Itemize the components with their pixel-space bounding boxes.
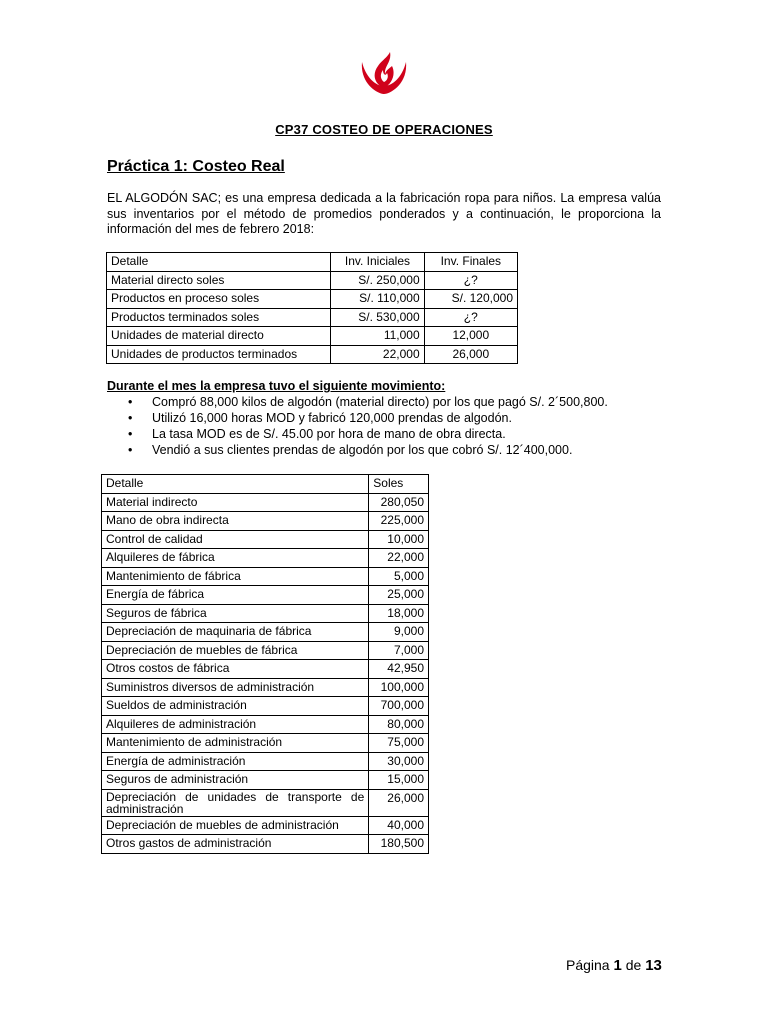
table-cell: Depreciación de muebles de administración — [102, 816, 369, 835]
table-cell: 26,000 — [369, 789, 429, 816]
table-row — [102, 641, 429, 660]
page-number — [566, 957, 662, 974]
table-cell: Depreciación de maquinaria de fábrica — [102, 623, 369, 642]
list-item — [128, 426, 608, 442]
table-row — [102, 678, 429, 697]
table-row — [102, 623, 429, 642]
table-cell: ¿? — [424, 308, 517, 327]
table-cell: Material indirecto — [102, 493, 369, 512]
document-title: CP37 COSTEO DE OPERACIONES — [275, 122, 493, 137]
list-item-text: Compró 88,000 kilos de algodón (material directo) por los que pagó S/. 2´500,800. — [152, 395, 608, 409]
table-cell: 10,000 — [369, 530, 429, 549]
table-cell: Unidades de productos terminados — [107, 345, 331, 364]
table-cell: Seguros de fábrica — [102, 604, 369, 623]
university-logo — [356, 48, 412, 96]
header-cell: Inv. Finales — [424, 253, 517, 272]
table-cell: Alquileres de administración — [102, 715, 369, 734]
table-cell: 22,000 — [369, 549, 429, 568]
table-cell: Productos terminados soles — [107, 308, 331, 327]
table-cell: Sueldos de administración — [102, 697, 369, 716]
table-row — [102, 715, 429, 734]
table-cell: Otros gastos de administración — [102, 835, 369, 854]
table-cell: 225,000 — [369, 512, 429, 531]
table-cell: Otros costos de fábrica — [102, 660, 369, 679]
table-cell: 5,000 — [369, 567, 429, 586]
table-cell: S/. 530,000 — [331, 308, 424, 327]
table-cell: Mantenimiento de fábrica — [102, 567, 369, 586]
table-cell: 180,500 — [369, 835, 429, 854]
movements-list — [128, 394, 608, 458]
logo-flame — [375, 52, 394, 88]
bullet-icon: • — [128, 395, 133, 409]
bullet-icon: • — [128, 411, 133, 425]
table-cell: 75,000 — [369, 734, 429, 753]
table-cell: 700,000 — [369, 697, 429, 716]
table-row — [102, 816, 429, 835]
table-cell: 11,000 — [331, 327, 424, 346]
table-row — [102, 604, 429, 623]
header-cell: Soles — [369, 475, 429, 494]
list-item-text: Vendió a sus clientes prendas de algodón por los que cobró S/. 12´400,000. — [152, 443, 573, 457]
list-item — [128, 442, 608, 458]
table-cell: 30,000 — [369, 752, 429, 771]
list-item — [128, 410, 608, 426]
page-sep: de — [625, 957, 642, 973]
section-title: Práctica 1: Costeo Real — [107, 158, 285, 175]
table-row — [102, 567, 429, 586]
intro-paragraph: EL ALGODÓN SAC; es una empresa dedicada a la fabricación ropa para niños. La empresa valúa sus inventarios por el método de promedios ponderados y a continuación, le proporciona la información del mes de febrero 2018: — [107, 191, 661, 236]
table-cell: 280,050 — [369, 493, 429, 512]
table-cell: 22,000 — [331, 345, 424, 364]
table-row — [102, 734, 429, 753]
table-row — [107, 290, 518, 309]
table-row — [102, 586, 429, 605]
table-cell: 25,000 — [369, 586, 429, 605]
table-header-row — [102, 475, 429, 494]
table-row — [102, 549, 429, 568]
table-cell: Depreciación de unidades de transporte de administración — [102, 789, 369, 816]
list-item-text: La tasa MOD es de S/. 45.00 por hora de mano de obra directa. — [152, 427, 506, 441]
inventory-table — [106, 252, 518, 364]
table-row — [102, 789, 429, 816]
table-row — [102, 512, 429, 531]
table-cell: S/. 120,000 — [424, 290, 517, 309]
table-cell: Control de calidad — [102, 530, 369, 549]
table-cell: 42,950 — [369, 660, 429, 679]
table-cell: 12,000 — [424, 327, 517, 346]
table-cell: 80,000 — [369, 715, 429, 734]
table-cell: Mantenimiento de administración — [102, 734, 369, 753]
table-cell: S/. 110,000 — [331, 290, 424, 309]
table-row — [102, 660, 429, 679]
list-item-text: Utilizó 16,000 horas MOD y fabricó 120,000 prendas de algodón. — [152, 411, 512, 425]
cost-table — [101, 474, 429, 854]
table-row — [107, 345, 518, 364]
table-row — [107, 271, 518, 290]
page-total: 13 — [645, 957, 662, 974]
movements-title: Durante el mes la empresa tuvo el siguiente movimiento: — [107, 379, 446, 393]
table-cell: 9,000 — [369, 623, 429, 642]
table-row — [107, 327, 518, 346]
table-cell: 18,000 — [369, 604, 429, 623]
table-cell: Seguros de administración — [102, 771, 369, 790]
table-row — [102, 771, 429, 790]
table-cell: Productos en proceso soles — [107, 290, 331, 309]
table-cell: S/. 250,000 — [331, 271, 424, 290]
header-cell: Detalle — [107, 253, 331, 272]
table-header-row — [107, 253, 518, 272]
header-cell: Detalle — [102, 475, 369, 494]
header-cell: Inv. Iniciales — [331, 253, 424, 272]
table-cell: Alquileres de fábrica — [102, 549, 369, 568]
table-cell: 7,000 — [369, 641, 429, 660]
table-cell: Material directo soles — [107, 271, 331, 290]
table-row — [107, 308, 518, 327]
table-cell: Mano de obra indirecta — [102, 512, 369, 531]
table-cell: 15,000 — [369, 771, 429, 790]
table-cell: Energía de fábrica — [102, 586, 369, 605]
table-cell: ¿? — [424, 271, 517, 290]
table-cell: 100,000 — [369, 678, 429, 697]
page-current: 1 — [613, 957, 622, 974]
table-row — [102, 752, 429, 771]
table-cell: 26,000 — [424, 345, 517, 364]
page-label: Página — [566, 957, 610, 973]
table-row — [102, 493, 429, 512]
table-row — [102, 530, 429, 549]
table-cell: Unidades de material directo — [107, 327, 331, 346]
table-cell: Suministros diversos de administración — [102, 678, 369, 697]
bullet-icon: • — [128, 427, 133, 441]
table-row — [102, 835, 429, 854]
table-cell: Energía de administración — [102, 752, 369, 771]
bullet-icon: • — [128, 443, 133, 457]
table-cell: Depreciación de muebles de fábrica — [102, 641, 369, 660]
list-item — [128, 394, 608, 410]
table-row — [102, 697, 429, 716]
table-cell: 40,000 — [369, 816, 429, 835]
